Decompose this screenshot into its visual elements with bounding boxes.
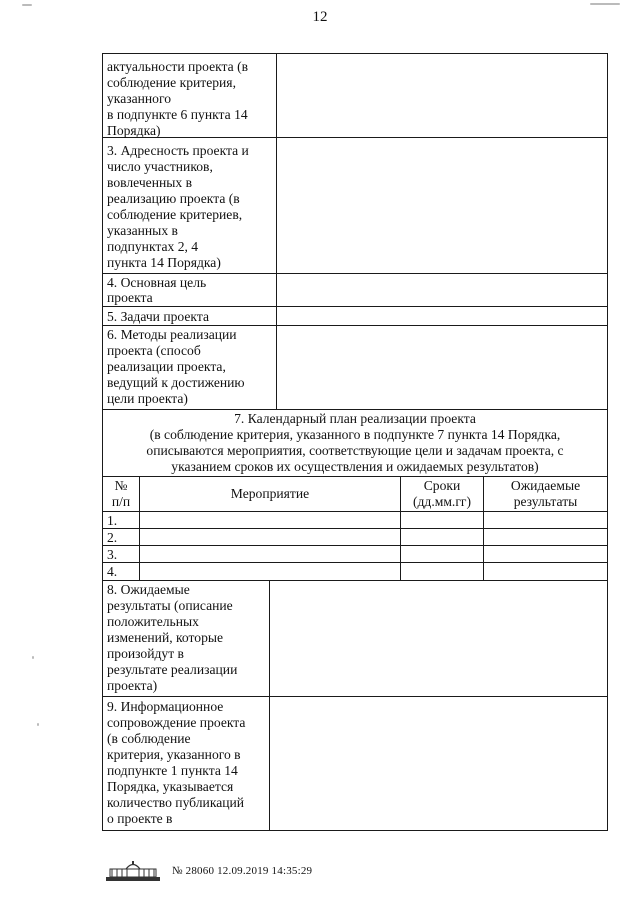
table-row: 4. [107,564,118,579]
page-number: 12 [312,9,328,25]
building-logo-icon [104,860,162,882]
table-row: 3. [107,547,118,562]
registration-stamp: № 28060 12.09.2019 14:35:29 [172,865,313,877]
table-row: 2. [107,530,118,545]
scan-speck [37,723,39,726]
table-row: 1. [107,513,118,528]
scan-speck [590,3,620,5]
scan-speck [32,656,34,659]
tasks-label: 5. Задачи проекта [107,309,209,324]
footer [104,860,312,882]
scan-speck [22,4,32,6]
